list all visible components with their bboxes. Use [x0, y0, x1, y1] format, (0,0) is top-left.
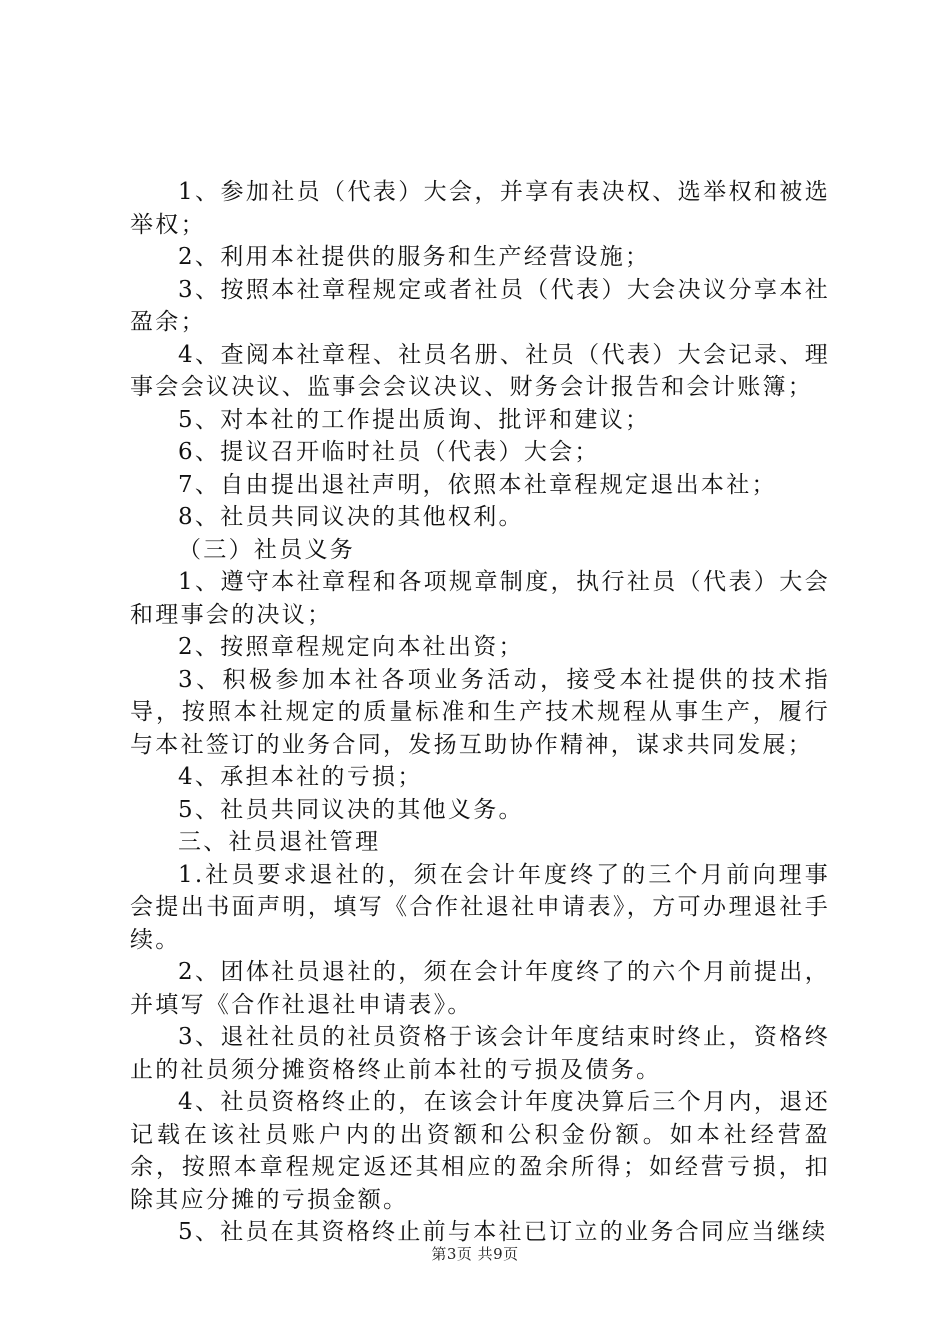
document-body — [130, 176, 830, 1249]
paragraph-right-1: 1、参加社员（代表）大会，并享有表决权、选举权和被选举权； — [130, 179, 830, 238]
paragraph-withdrawal-5: 5、社员在其资格终止前与本社已订立的业务合同应当继续 — [178, 1219, 828, 1245]
paragraph-duty-5: 5、社员共同议决的其他义务。 — [178, 796, 524, 823]
paragraph-withdrawal-1: 1.社员要求退社的，须在会计年度终了的三个月前向理事会提出书面声明，填写《合作社退社申请表》，方可办理退社手续。 — [130, 861, 830, 953]
paragraph-duty-3: 3、积极参加本社各项业务活动，接受本社提供的技术指导，按照本社规定的质量标准和生产技术规程从事生产，履行与本社签订的业务合同，发扬互助协作精神，谋求共同发展； — [130, 666, 830, 758]
paragraph-right-6: 6、提议召开临时社员（代表）大会； — [178, 439, 600, 465]
paragraph-right-5: 5、对本社的工作提出质询、批评和建议； — [178, 406, 651, 433]
paragraph-duty-4: 4、承担本社的亏损； — [178, 764, 423, 790]
paragraph-duty-2: 2、按照章程规定向本社出资； — [178, 634, 524, 660]
paragraph-right-3: 3、按照本社章程规定或者社员（代表）大会决议分享本社盈余； — [130, 276, 830, 335]
section-heading-member-duties: （三）社员义务 — [178, 536, 356, 563]
section-heading-withdrawal: 三、社员退社管理 — [178, 829, 381, 855]
paragraph-withdrawal-4: 4、社员资格终止的，在该会计年度决算后三个月内，退还记载在该社员账户内的出资额和公积金份额。如本社经营盈余，按照本章程规定返还其相应的盈余所得；如经营亏损，扣除其应分摊的亏损金额。 — [130, 1089, 830, 1213]
page-number-footer: 第3页 共9页 — [431, 1245, 519, 1263]
paragraph-right-7: 7、自由提出退社声明，依照本社章程规定退出本社； — [178, 471, 777, 498]
paragraph-right-2: 2、利用本社提供的服务和生产经营设施； — [178, 244, 651, 270]
paragraph-right-4: 4、查阅本社章程、社员名册、社员（代表）大会记录、理事会会议决议、监事会会议决议、财务会计报告和会计账簿； — [130, 341, 830, 400]
paragraph-withdrawal-2: 2、团体社员退社的，须在会计年度终了的六个月前提出，并填写《合作社退社申请表》。 — [130, 959, 830, 1018]
paragraph-duty-1: 1、遵守本社章程和各项规章制度，执行社员（代表）大会和理事会的决议； — [130, 569, 830, 628]
paragraph-right-8: 8、社员共同议决的其他权利。 — [178, 504, 524, 530]
paragraph-withdrawal-3: 3、退社社员的社员资格于该会计年度结束时终止，资格终止的社员须分摊资格终止前本社的亏损及债务。 — [130, 1024, 830, 1083]
